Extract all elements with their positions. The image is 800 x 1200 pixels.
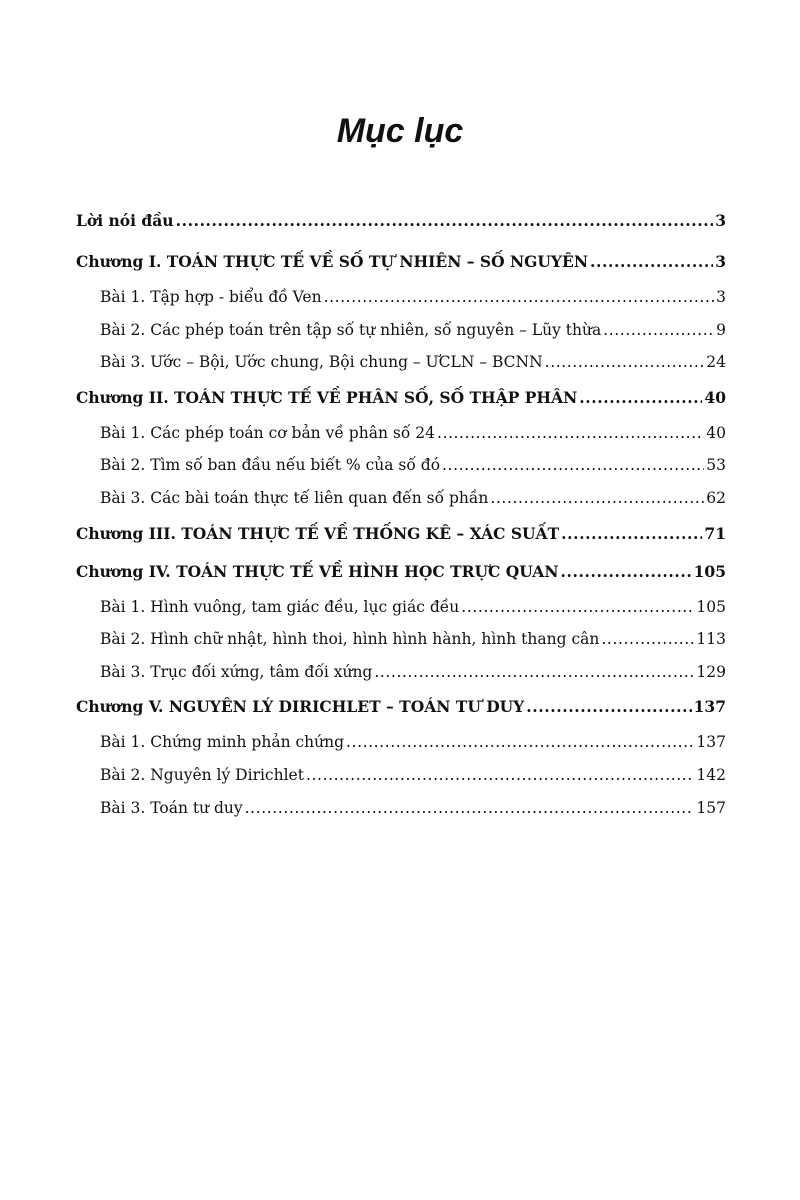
toc-chapter-2[interactable] [76,379,726,417]
dot-leader [176,202,714,240]
dot-leader [374,656,694,689]
dot-leader [526,688,691,726]
toc-chapter-label: Chương III. TOÁN THỰC TẾ VỀ THỐNG KÊ – XÁC SUẤT [76,523,560,543]
toc-section-page: 40 [706,423,726,442]
toc-section-label: Bài 2. Nguyên lý Dirichlet [100,765,304,784]
dot-leader [437,417,704,450]
toc-chapter-page: 3 [715,252,726,271]
dot-leader [603,314,714,347]
dot-leader [442,449,704,482]
table-of-contents [76,202,726,824]
toc-entry-preface[interactable] [76,202,726,240]
dot-leader [245,792,695,825]
dot-leader [461,591,694,624]
toc-section[interactable] [76,792,726,825]
toc-section-label: Bài 2. Các phép toán trên tập số tự nhiên, số nguyên – Lũy thừa [100,320,602,339]
toc-section[interactable] [76,417,726,450]
toc-section-label: Bài 2. Tìm số ban đầu nếu biết % của số đó [100,456,441,475]
toc-chapter-page: 40 [704,387,726,407]
dot-leader [490,482,704,515]
dot-leader [561,553,692,591]
toc-chapter-label: Chương II. TOÁN THỰC TẾ VỀ PHÂN SỐ, SỐ THẬP PHÂN [76,387,578,407]
toc-chapter-page: 137 [693,697,726,717]
toc-section-page: 3 [716,288,726,306]
toc-section-page: 142 [696,765,726,784]
toc-section[interactable] [76,726,726,759]
toc-section-label: Bài 1. Các phép toán cơ bản về phân số 24 [100,423,435,442]
toc-section[interactable] [76,623,726,656]
toc-chapter-page: 71 [704,523,726,543]
toc-section[interactable] [76,314,726,347]
toc-section-label: Bài 3. Toán tư duy [100,798,243,817]
toc-section-label: Bài 1. Chứng minh phản chứng [100,733,345,752]
toc-section-page: 129 [696,662,726,681]
toc-section-page: 9 [716,320,726,339]
toc-section-page: 24 [706,353,726,372]
toc-chapter-label: Chương I. TOÁN THỰC TẾ VỀ SỐ TỰ NHIÊN – SỐ NGUYÊN [76,252,588,271]
dot-leader [346,726,694,759]
dot-leader [545,346,705,379]
toc-section-label: Bài 1. Tập hợp - biểu đồ Ven [100,288,322,306]
toc-chapter-4[interactable] [76,553,726,591]
toc-section[interactable] [76,759,726,792]
dot-leader [579,379,702,417]
toc-section-label: Bài 2. Hình chữ nhật, hình thoi, hình hình hành, hình thang cân [100,630,600,649]
toc-section[interactable] [76,656,726,689]
dot-leader [306,759,694,792]
toc-chapter-5[interactable] [76,688,726,726]
toc-chapter-label: Chương V. NGUYÊN LÝ DIRICHLET – TOÁN TƯ DUY [76,697,525,717]
dot-leader [324,281,715,314]
toc-section-label: Bài 3. Trục đối xứng, tâm đối xứng [100,662,373,681]
dot-leader [601,623,694,656]
toc-section-label: Bài 3. Các bài toán thực tế liên quan đến số phần [100,488,489,507]
toc-section[interactable] [76,591,726,624]
toc-section-page: 105 [696,597,726,616]
toc-section[interactable] [76,449,726,482]
dot-leader [561,515,702,553]
toc-entry-page: 3 [715,211,726,230]
toc-section-page: 113 [696,630,726,649]
toc-entry-label: Lời nói đầu [76,211,174,230]
dot-leader [590,243,713,281]
toc-section-page: 62 [706,488,726,507]
toc-section[interactable] [76,482,726,515]
toc-section[interactable] [76,346,726,379]
toc-section[interactable] [76,281,726,314]
toc-section-page: 137 [696,733,726,752]
toc-chapter-3[interactable] [76,515,726,553]
toc-section-page: 157 [696,798,726,817]
page-title: Mục lục [336,112,464,150]
toc-chapter-page: 105 [693,561,726,581]
toc-chapter-label: Chương IV. TOÁN THỰC TẾ VỀ HÌNH HỌC TRỰC QUAN [76,561,559,581]
toc-section-page: 53 [706,456,726,475]
toc-section-label: Bài 3. Ước – Bội, Ước chung, Bội chung – ƯCLN – BCNN [100,353,543,372]
toc-section-label: Bài 1. Hình vuông, tam giác đều, lục giác đều [100,597,460,616]
toc-chapter-1[interactable] [76,243,726,281]
